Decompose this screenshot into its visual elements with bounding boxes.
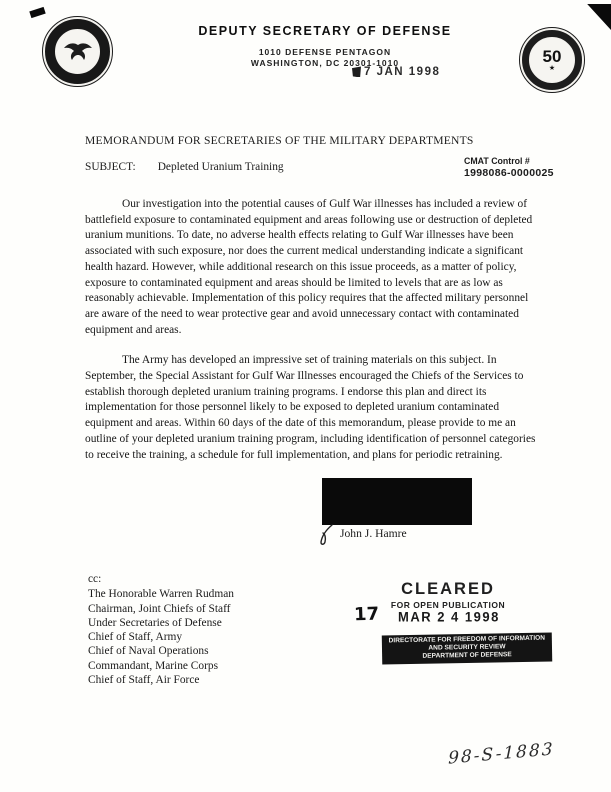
memo-paragraph-1: Our investigation into the potential causes of Gulf War illnesses has included a review of battlefield exposure to contaminated equipment and areas following use or destruction of depleted uranium munitions. To date, no adverse health effects relating to Gulf War illnesses have been associated with such exposure, nor does the current medical understanding indicate a significant health hazard. However, while additional research on this issue proceeds, as a matter of policy, exposure to contaminated equipment and areas should be limited to levels that are as low as reasonably achievable. Implementation of this policy requires that the affected military personnel are aware of the need to wear protective gear and avoid unnecessary contact with contaminated equipment and areas. xyxy=(85,198,533,336)
cc-name: Under Secretaries of Defense xyxy=(88,616,222,629)
cleared-stamp-sub: FOR OPEN PUBLICATION xyxy=(390,600,506,610)
signature-stroke-icon xyxy=(316,524,338,546)
cmat-control-label: CMAT Control # xyxy=(464,156,530,166)
date-stamp-text: 7 JAN 1998 xyxy=(364,66,441,78)
scan-artifact-topleft xyxy=(29,7,45,18)
scan-artifact-topright xyxy=(583,4,611,30)
cleared-stamp xyxy=(368,580,528,610)
letterhead-address xyxy=(115,47,535,68)
signature-name: John J. Hamre xyxy=(340,527,407,540)
redacted-signature-block xyxy=(322,478,472,525)
directorate-line1: DIRECTORATE FOR FREEDOM OF INFORMATION xyxy=(388,634,546,645)
memo-body xyxy=(85,197,538,463)
handwritten-number: 17 xyxy=(353,603,380,626)
cc-name: Chief of Naval Operations xyxy=(88,645,209,658)
cc-name: The Honorable Warren Rudman xyxy=(88,588,234,601)
cc-name: Commandant, Marine Corps xyxy=(88,659,219,672)
dod-seal-eagle-icon xyxy=(56,30,99,73)
subject-line xyxy=(85,161,284,173)
cc-name: Chairman, Joint Chiefs of Staff xyxy=(88,602,231,615)
subject-value: Depleted Uranium Training xyxy=(157,161,284,173)
memorandum-for-line: MEMORANDUM FOR SECRETARIES OF THE MILITARY DEPARTMENTS xyxy=(85,134,474,147)
cc-name: Chief of Staff, Army xyxy=(88,631,183,644)
50th-seal-star-icon: ★ xyxy=(548,64,556,72)
cc-name: Chief of Staff, Air Force xyxy=(88,674,200,687)
50th-seal-number: 50 xyxy=(542,47,562,66)
50th-anniversary-seal-icon xyxy=(519,27,585,93)
cmat-control-number: 1998086-0000025 xyxy=(464,167,554,179)
signature-row xyxy=(316,524,407,546)
cc-block xyxy=(88,572,234,687)
handwritten-reference-number: 98-S-1883 xyxy=(448,739,555,769)
stamp-ink-blot xyxy=(352,66,361,77)
cleared-stamp-main: CLEARED xyxy=(401,580,495,598)
publication-date-stamp: MAR 2 4 1998 xyxy=(398,608,500,625)
subject-label: SUBJECT: xyxy=(85,161,136,173)
directorate-line2: AND SECURITY REVIEW xyxy=(428,643,506,652)
50th-seal-core xyxy=(530,38,574,82)
letterhead-address-line1: 1010 DEFENSE PENTAGON xyxy=(258,47,392,57)
letterhead-address-line2: WASHINGTON, DC 20301-1010 xyxy=(250,57,400,68)
dod-seal-icon xyxy=(42,16,113,87)
letterhead xyxy=(115,24,535,68)
received-date-stamp xyxy=(352,66,440,78)
cc-label: cc: xyxy=(88,573,102,585)
directorate-stamp xyxy=(382,633,552,665)
letterhead-office: DEPUTY SECRETARY OF DEFENSE xyxy=(198,24,452,38)
cmat-control-block xyxy=(464,155,554,179)
memo-paragraph-2: The Army has developed an impressive set of training materials on this subject. In September, the Special Assistant for Gulf War Illnesses encouraged the Chiefs of the Services to establish thorough depleted uranium training programs. I endorse this plan and direct its implementation for those personnel likely to be exposed to depleted uranium contaminated equipment and areas. Within 60 days of the date of this memorandum, please provide to me an outline of your depleted uranium training program, including identification of personnel categories to receive the training, a schedule for full implementation, and plans for periodic retraining. xyxy=(85,354,536,461)
directorate-line3: DEPARTMENT OF DEFENSE xyxy=(422,651,512,661)
